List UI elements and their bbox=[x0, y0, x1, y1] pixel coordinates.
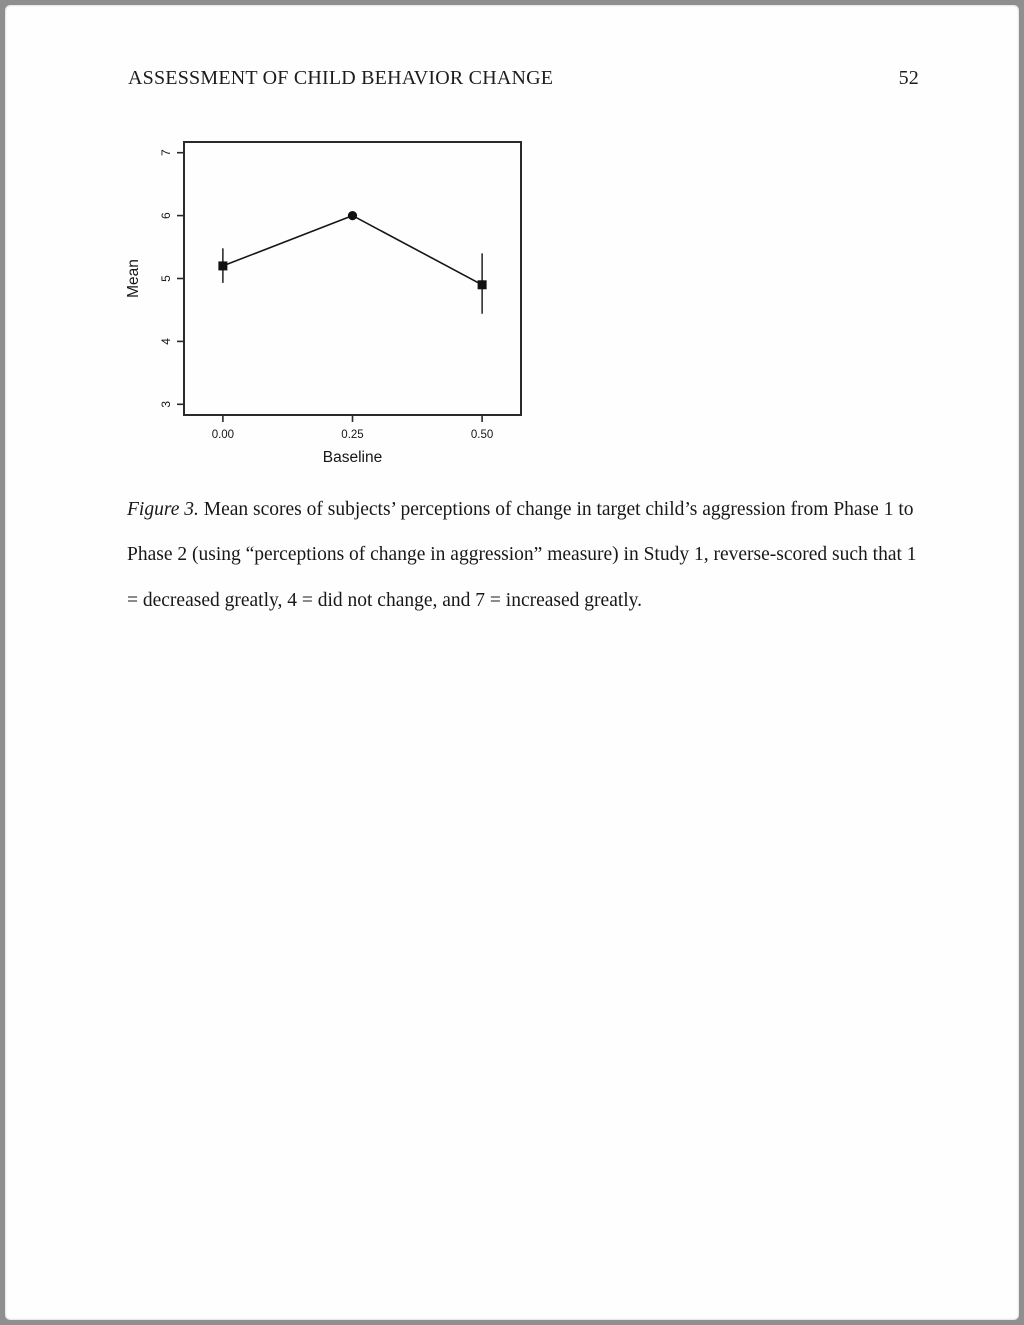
x-tick-label: 0.25 bbox=[341, 429, 364, 441]
running-head: ASSESSMENT OF CHILD BEHAVIOR CHANGE bbox=[128, 67, 554, 89]
data-point-square bbox=[478, 280, 487, 289]
page-number: 52 bbox=[898, 67, 919, 89]
figure-caption bbox=[127, 487, 919, 623]
y-axis-label: Mean bbox=[125, 259, 142, 298]
figure-chart bbox=[105, 125, 525, 470]
y-tick-label: 6 bbox=[159, 212, 174, 219]
y-tick-label: 7 bbox=[159, 149, 174, 157]
page-header bbox=[128, 67, 919, 90]
data-point-square bbox=[218, 261, 227, 270]
figure-caption-text: Mean scores of subjects’ perceptions of change in target child’s aggression from Phase 1 to Phase 2 (using “perceptions of change in aggression” measure) in Study 1, reverse-scored such that 1 = decreased greatly, 4 = did not change, and 7 = increased greatly. bbox=[127, 499, 917, 611]
y-tick-label: 5 bbox=[159, 275, 174, 282]
series-line bbox=[223, 216, 482, 285]
figure-caption-label: Figure 3. bbox=[127, 499, 199, 520]
x-tick-label: 0.00 bbox=[211, 429, 235, 441]
y-tick-label: 3 bbox=[159, 400, 174, 408]
document-page bbox=[5, 5, 1019, 1320]
data-point-circle bbox=[348, 211, 357, 220]
mean-baseline-line-chart bbox=[105, 125, 525, 470]
x-axis-label: Baseline bbox=[322, 449, 383, 466]
x-tick-label: 0.50 bbox=[470, 429, 494, 441]
y-tick-label: 4 bbox=[159, 338, 174, 345]
